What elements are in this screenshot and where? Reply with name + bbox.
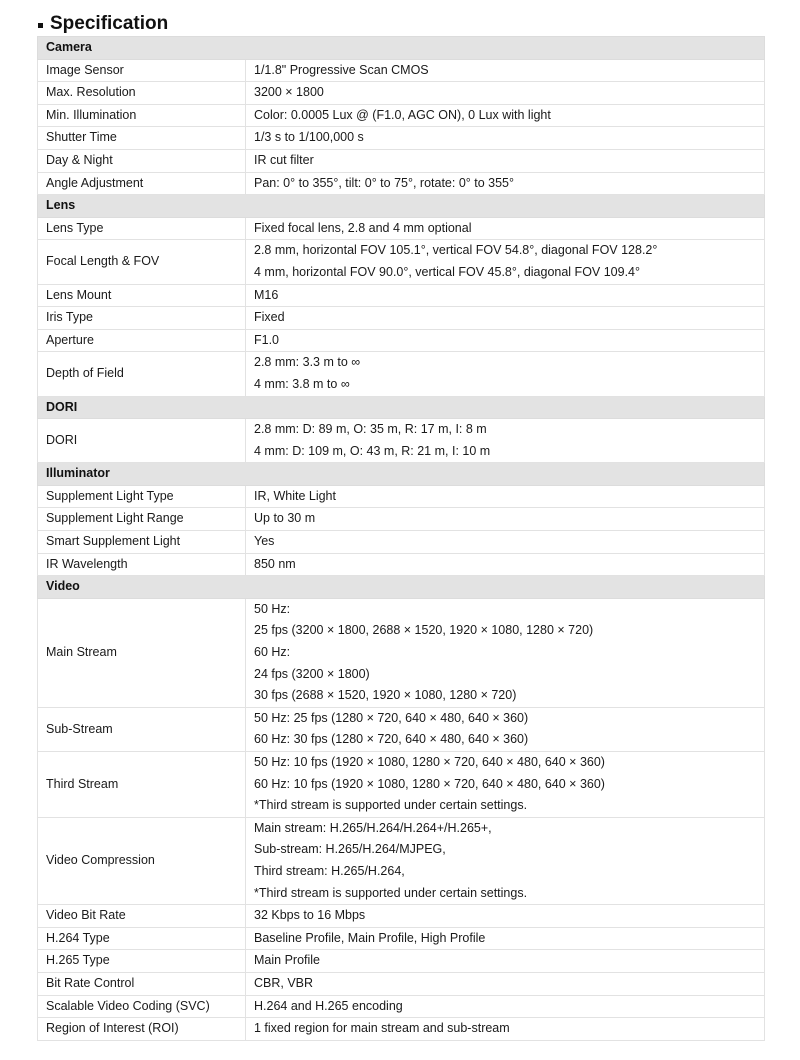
spec-value <box>246 149 765 172</box>
spec-row <box>38 485 765 508</box>
spec-row <box>38 598 765 707</box>
section-header <box>38 195 765 218</box>
spec-value-line: Fixed <box>254 310 285 325</box>
spec-heading <box>38 10 168 38</box>
spec-value-line: Color: 0.0005 Lux @ (F1.0, AGC ON), 0 Lux with light <box>254 107 551 122</box>
spec-value <box>246 950 765 973</box>
spec-label: Video Bit Rate <box>38 905 246 928</box>
section-title: DORI <box>38 396 765 419</box>
spec-value <box>246 752 765 818</box>
spec-row <box>38 82 765 105</box>
spec-value <box>246 817 765 904</box>
spec-label: Third Stream <box>38 752 246 818</box>
spec-value <box>246 172 765 195</box>
spec-row <box>38 553 765 576</box>
spec-row <box>38 752 765 818</box>
spec-value-line: 25 fps (3200 × 1800, 2688 × 1520, 1920 × 1080, 1280 × 720) <box>254 623 594 638</box>
spec-value <box>246 127 765 150</box>
spec-label: Video Compression <box>38 817 246 904</box>
spec-value-line: 1 fixed region for main stream and sub-stream <box>254 1021 510 1036</box>
spec-value-line: 4 mm: 3.8 m to ∞ <box>254 376 350 391</box>
spec-row <box>38 172 765 195</box>
spec-value-line: Third stream: H.265/H.264, <box>254 863 405 878</box>
spec-value-line: H.264 and H.265 encoding <box>254 998 403 1013</box>
spec-value-line: 50 Hz: <box>254 601 291 616</box>
section-title: Illuminator <box>38 463 765 486</box>
spec-label: Sub-Stream <box>38 707 246 751</box>
spec-value <box>246 905 765 928</box>
spec-value-line: 30 fps (2688 × 1520, 1920 × 1080, 1280 × 720) <box>254 688 517 703</box>
spec-value-line: Sub-stream: H.265/H.264/MJPEG, <box>254 842 446 857</box>
spec-row <box>38 817 765 904</box>
section-header <box>38 576 765 599</box>
spec-label: Lens Type <box>38 217 246 240</box>
spec-value-line: IR, White Light <box>254 488 336 503</box>
spec-value <box>246 59 765 82</box>
spec-value <box>246 553 765 576</box>
spec-value-line: 60 Hz: <box>254 645 291 660</box>
spec-value-line: M16 <box>254 287 279 302</box>
spec-row <box>38 508 765 531</box>
spec-row <box>38 950 765 973</box>
spec-value-line: 3200 × 1800 <box>254 85 324 100</box>
spec-value <box>246 485 765 508</box>
spec-label: Region of Interest (ROI) <box>38 1018 246 1041</box>
spec-label: Scalable Video Coding (SVC) <box>38 995 246 1018</box>
spec-value-line: Fixed focal lens, 2.8 and 4 mm optional <box>254 220 472 235</box>
spec-row <box>38 307 765 330</box>
spec-value-line: 4 mm: D: 109 m, O: 43 m, R: 21 m, I: 10 m <box>254 443 491 458</box>
spec-value-line: 50 Hz: 10 fps (1920 × 1080, 1280 × 720, 640 × 480, 640 × 360) <box>254 755 605 769</box>
spec-label: H.265 Type <box>38 950 246 973</box>
spec-row <box>38 104 765 127</box>
spec-label: Bit Rate Control <box>38 972 246 995</box>
spec-value <box>246 707 765 751</box>
spec-value <box>246 598 765 707</box>
spec-label: Aperture <box>38 329 246 352</box>
spec-value-line: 2.8 mm, horizontal FOV 105.1°, vertical FOV 54.8°, diagonal FOV 128.2° <box>254 243 658 258</box>
spec-label: Main Stream <box>38 598 246 707</box>
spec-label: Depth of Field <box>38 352 246 396</box>
spec-value-line: Baseline Profile, Main Profile, High Profile <box>254 930 486 945</box>
spec-table <box>37 36 765 1041</box>
spec-value-line: F1.0 <box>254 332 280 347</box>
spec-label: Shutter Time <box>38 127 246 150</box>
spec-label: Angle Adjustment <box>38 172 246 195</box>
spec-row <box>38 419 765 463</box>
spec-value-line: Yes <box>254 534 275 549</box>
spec-label: Smart Supplement Light <box>38 531 246 554</box>
spec-value-line: 850 nm <box>254 556 296 571</box>
spec-value <box>246 82 765 105</box>
spec-value <box>246 927 765 950</box>
spec-label: Supplement Light Range <box>38 508 246 531</box>
spec-label: Lens Mount <box>38 284 246 307</box>
spec-row <box>38 329 765 352</box>
spec-value-line: Main Profile <box>254 953 320 968</box>
spec-value-line: 60 Hz: 10 fps (1920 × 1080, 1280 × 720, 640 × 480, 640 × 360) <box>254 776 605 791</box>
bullet-square-icon <box>38 23 43 28</box>
spec-value-line: 60 Hz: 30 fps (1280 × 720, 640 × 480, 640 × 360) <box>254 732 529 747</box>
spec-value-line: 50 Hz: 25 fps (1280 × 720, 640 × 480, 640 × 360) <box>254 710 529 725</box>
spec-label: Min. Illumination <box>38 104 246 127</box>
spec-value <box>246 972 765 995</box>
spec-value <box>246 531 765 554</box>
spec-row <box>38 707 765 751</box>
spec-label: Iris Type <box>38 307 246 330</box>
section-header <box>38 463 765 486</box>
spec-value-line: 2.8 mm: 3.3 m to ∞ <box>254 355 361 370</box>
spec-value-line: *Third stream is supported under certain settings. <box>254 885 528 900</box>
spec-value <box>246 419 765 463</box>
spec-value <box>246 508 765 531</box>
spec-row <box>38 927 765 950</box>
spec-row <box>38 531 765 554</box>
spec-value <box>246 307 765 330</box>
spec-row <box>38 217 765 240</box>
spec-label: Supplement Light Type <box>38 485 246 508</box>
spec-value <box>246 217 765 240</box>
spec-value-line: IR cut filter <box>254 152 314 167</box>
spec-value <box>246 352 765 396</box>
spec-value-line: CBR, VBR <box>254 975 314 990</box>
spec-value-line: Main stream: H.265/H.264/H.264+/H.265+, <box>254 820 492 835</box>
spec-label: Max. Resolution <box>38 82 246 105</box>
section-header <box>38 396 765 419</box>
spec-label: IR Wavelength <box>38 553 246 576</box>
spec-value-line: 1/1.8" Progressive Scan CMOS <box>254 62 429 77</box>
spec-value-line: 24 fps (3200 × 1800) <box>254 666 370 681</box>
spec-label: DORI <box>38 419 246 463</box>
spec-row <box>38 1018 765 1041</box>
spec-value-line: Pan: 0° to 355°, tilt: 0° to 75°, rotate: 0° to 355° <box>254 175 515 190</box>
page-title: Specification <box>50 13 169 34</box>
spec-value <box>246 1018 765 1041</box>
spec-value <box>246 329 765 352</box>
spec-row <box>38 149 765 172</box>
spec-label: Image Sensor <box>38 59 246 82</box>
section-title: Camera <box>38 37 765 60</box>
spec-row <box>38 284 765 307</box>
section-title: Lens <box>38 195 765 218</box>
spec-row <box>38 240 765 284</box>
spec-row <box>38 905 765 928</box>
spec-row <box>38 972 765 995</box>
spec-label: H.264 Type <box>38 927 246 950</box>
spec-label: Focal Length & FOV <box>38 240 246 284</box>
spec-value <box>246 240 765 284</box>
spec-value <box>246 284 765 307</box>
spec-row <box>38 352 765 396</box>
spec-value-line: 4 mm, horizontal FOV 90.0°, vertical FOV 45.8°, diagonal FOV 109.4° <box>254 264 641 279</box>
spec-value-line: 1/3 s to 1/100,000 s <box>254 130 364 145</box>
spec-row <box>38 995 765 1018</box>
section-header <box>38 37 765 60</box>
spec-row <box>38 59 765 82</box>
spec-value-line: *Third stream is supported under certain settings. <box>254 798 528 813</box>
spec-value-line: Up to 30 m <box>254 511 316 526</box>
section-title: Video <box>38 576 765 599</box>
spec-value <box>246 104 765 127</box>
spec-value <box>246 995 765 1018</box>
spec-label: Day & Night <box>38 149 246 172</box>
spec-value-line: 2.8 mm: D: 89 m, O: 35 m, R: 17 m, I: 8 m <box>254 422 487 437</box>
spec-row <box>38 127 765 150</box>
spec-value-line: 32 Kbps to 16 Mbps <box>254 908 366 923</box>
